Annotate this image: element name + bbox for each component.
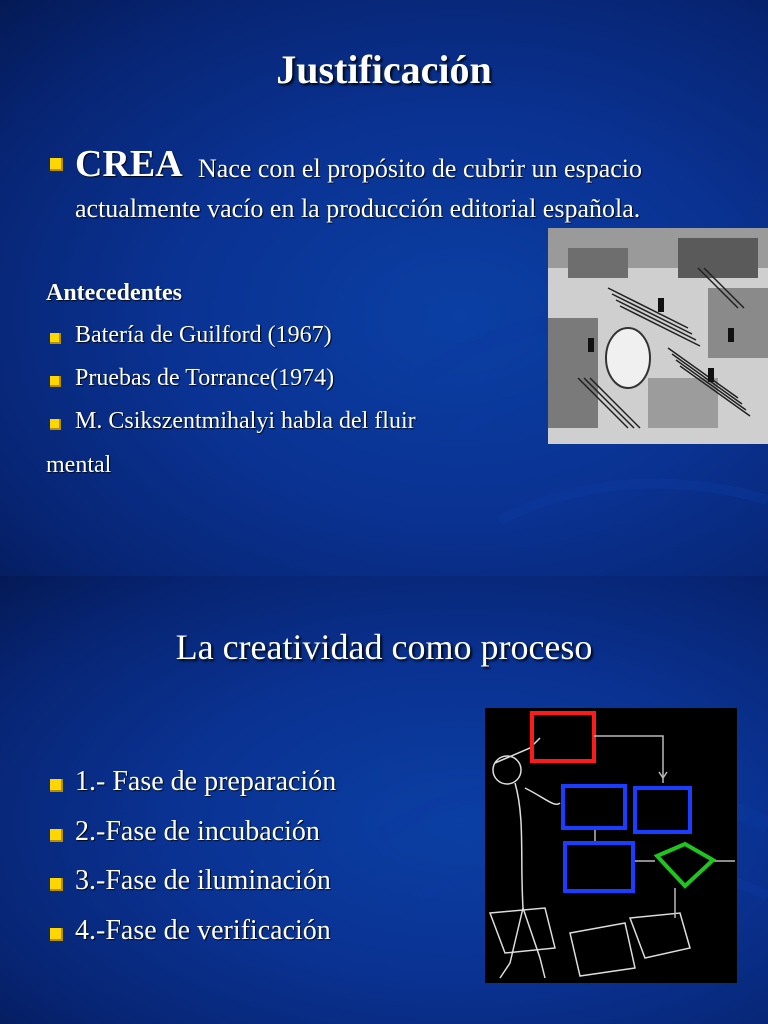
crea-label: CREA bbox=[75, 143, 183, 185]
escher-relativity-image bbox=[548, 228, 768, 444]
crea-description-line-2: actualmente vacío en la producción editorial española. bbox=[75, 194, 641, 223]
bullet-icon bbox=[50, 928, 63, 941]
antecedente-item: Pruebas de Torrance(1974) bbox=[75, 365, 335, 391]
antecedente-item: M. Csikszentmihalyi habla del fluir bbox=[75, 408, 416, 434]
bullet-icon bbox=[50, 333, 61, 344]
bullet-icon bbox=[50, 878, 63, 891]
phase-item: 1.- Fase de preparación bbox=[75, 766, 337, 797]
bullet-icon bbox=[50, 419, 61, 430]
bullet-icon bbox=[50, 158, 63, 171]
slide-title: Justificación bbox=[276, 47, 492, 92]
antecedente-item: Batería de Guilford (1967) bbox=[75, 322, 332, 348]
antecedentes-heading: Antecedentes bbox=[46, 280, 182, 306]
flowchart-image bbox=[485, 708, 737, 983]
bullet-icon bbox=[50, 376, 61, 387]
slide-2 bbox=[0, 576, 768, 1024]
crea-description-line-1: Nace con el propósito de cubrir un espacio bbox=[198, 154, 643, 183]
slide-title: La creatividad como proceso bbox=[175, 627, 593, 667]
phase-item: 3.-Fase de iluminación bbox=[75, 865, 331, 896]
bullet-icon bbox=[50, 779, 63, 792]
bullet-icon bbox=[50, 829, 63, 842]
antecedente-continuation: mental bbox=[46, 452, 112, 478]
phase-item: 2.-Fase de incubación bbox=[75, 816, 320, 847]
phase-item: 4.-Fase de verificación bbox=[75, 915, 331, 946]
